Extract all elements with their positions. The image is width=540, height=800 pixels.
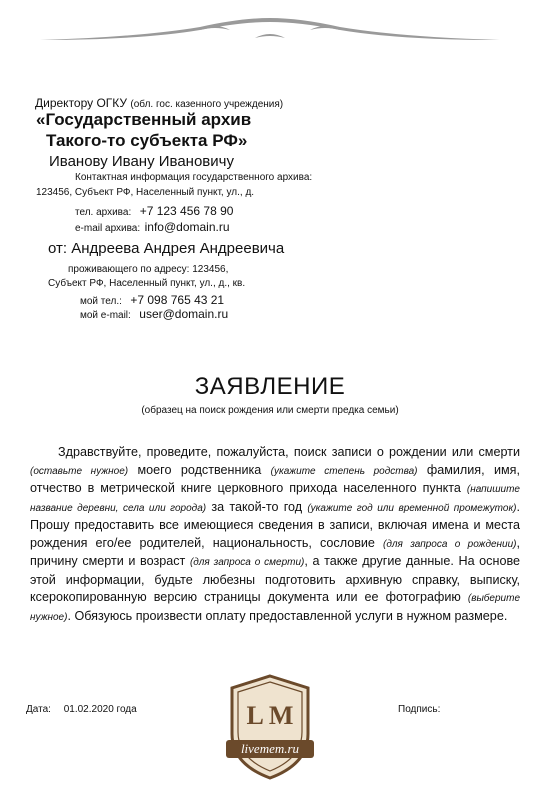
sender-email-label: мой e-mail:	[80, 310, 131, 321]
logo-monogram: L M	[246, 701, 294, 730]
logo-site: livemem.ru	[240, 741, 300, 756]
sender-email-line	[80, 305, 228, 323]
date-line	[26, 704, 137, 715]
sender-phone: +7 098 765 43 21	[130, 293, 225, 307]
director-note: (обл. гос. казенного учреждения)	[130, 99, 284, 110]
date-label: Дата:	[26, 704, 51, 715]
header-ornament	[0, 0, 540, 60]
date-value: 01.02.2020 года	[63, 704, 137, 715]
document-subtitle: (образец на поиск рождения или смерти предка семьи)	[141, 405, 399, 416]
document-body: Здравствуйте, проведите, пожалуйста, поиск записи о рождении или смерти (оставьте нужное) моего родственника (укажите степень родства) фамилия, имя, отчество в метрической книге церковного прихода населенного пункта (напишите название деревни, села или города) за такой-то год (укажите год или временной промежуток). Прошу предоставить все имеющиеся сведения в записи, включая имена и места рождения его/ее родителей, национальность, сословие (для запроса о рождении), причину смерти и возраст (для запроса о смерти), а также другие данные. На основе этой информации, будьте любезны подготовить архивную справку, выписку, ксерокопированную версию страницы документа или ее фотографию (выберите нужное). Обязуюсь произвести оплату предоставленной услуги в нужном размере.	[30, 445, 521, 623]
director-name: Иванову Ивану Ивановичу	[49, 153, 234, 170]
sender-line	[48, 240, 284, 257]
archive-email: info@domain.ru	[144, 220, 230, 234]
archive-email-line	[75, 218, 230, 236]
livemem-logo	[220, 672, 320, 782]
archive-email-label: e-mail архива:	[75, 223, 141, 234]
director-label: Директору ОГКУ	[35, 96, 128, 110]
contact-label: Контактная информация государственного архива:	[75, 172, 313, 183]
archive-phone-label: тел. архива:	[75, 207, 132, 218]
archive-name-2: Такого-то субъекта РФ»	[46, 131, 248, 150]
contact-address: 123456, Субъект РФ, Населенный пункт, ул., д.	[36, 187, 255, 198]
sender-phone-label: мой тел.:	[80, 296, 122, 307]
archive-phone: +7 123 456 78 90	[139, 204, 234, 218]
archive-name-1: «Государственный архив	[36, 110, 252, 129]
signature-label: Подпись:	[398, 704, 441, 715]
sender-email: user@domain.ru	[139, 307, 229, 321]
sender-address: Субъект РФ, Населенный пункт, ул., д., кв.	[48, 278, 246, 289]
sender-address-label: проживающего по адресу: 123456,	[68, 264, 229, 275]
sender-name: Андреева Андрея Андреевича	[71, 240, 285, 257]
document-title: ЗАЯВЛЕНИЕ	[194, 373, 346, 400]
from-label: от:	[48, 240, 68, 257]
director-line	[35, 96, 283, 110]
